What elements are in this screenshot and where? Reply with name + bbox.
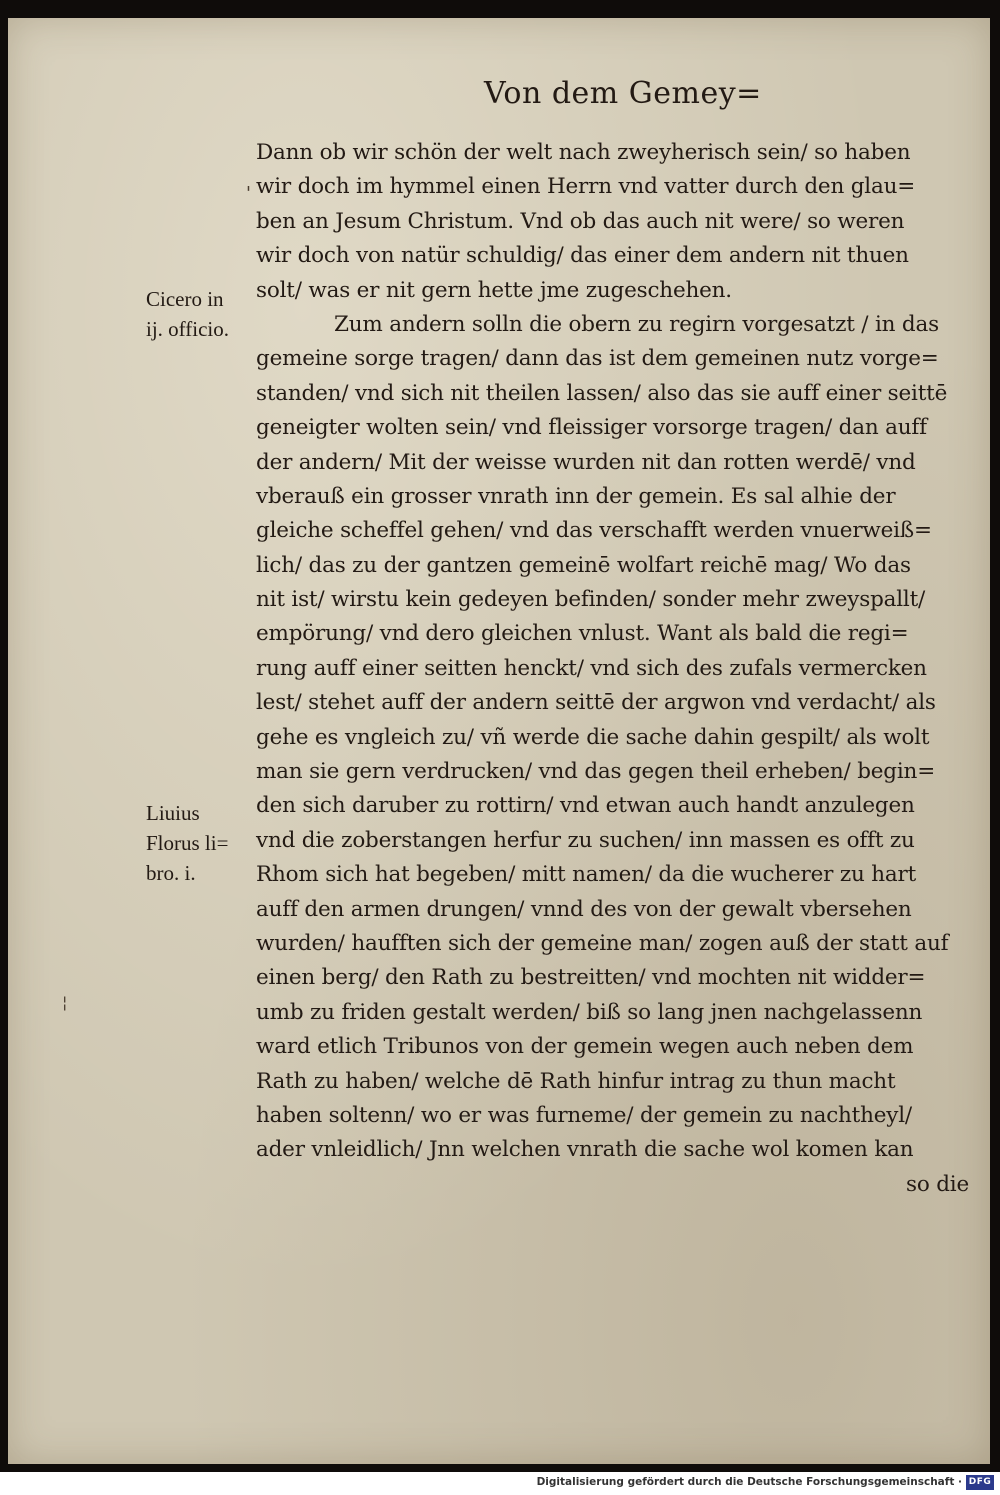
- text-line: ward etlich Tribunos von der gemein wegen auch neben dem: [256, 1034, 914, 1060]
- text-line: vnd die zoberstangen herfur zu suchen/ inn massen es offt zu: [256, 827, 915, 853]
- text-line: einen berg/ den Rath zu bestreitten/ vnd mochten nit widder=: [256, 965, 926, 991]
- text-line: der andern/ Mit der weisse wurden nit dan rotten werdē/ vnd: [256, 449, 916, 475]
- text-line: gehe es vngleich zu/ vñ werde die sache dahin gespilt/ als wolt: [256, 724, 930, 750]
- text-line: man sie gern verdrucken/ vnd das gegen theil erheben/ begin=: [256, 759, 936, 785]
- ink-speck-icon: ': [246, 183, 251, 204]
- catchword: so die: [906, 1171, 969, 1197]
- text-line: Rath zu haben/ welche dē Rath hinfur intrag zu thun macht: [256, 1068, 896, 1094]
- text-line-paragraph-start: Zum andern solln die obern zu regirn vorgesatzt / in das: [334, 311, 939, 337]
- text-line: nit ist/ wirstu kein gedeyen befinden/ sonder mehr zweyspallt/: [256, 587, 926, 613]
- book-page: [8, 18, 990, 1464]
- text-line: Dann ob wir schön der welt nach zweyherisch sein/ so haben: [256, 140, 911, 165]
- text-line: wurden/ haufften sich der gemeine man/ zogen auß der statt auf: [256, 930, 949, 956]
- text-line: vberauß ein grosser vnrath inn der gemein. Es sal alhie der: [256, 483, 896, 509]
- margin-note-line: ij. officio.: [146, 317, 230, 341]
- text-line: den sich daruber zu rottirn/ vnd etwan auch handt anzulegen: [256, 793, 915, 819]
- funding-credit: Digitalisierung gefördert durch die Deutsche Forschungsgemeinschaft ·: [536, 1476, 962, 1488]
- text-line: umb zu friden gestalt werden/ biß so lang jnen nachgelassenn: [256, 999, 923, 1025]
- margin-note-line: Cicero in: [146, 287, 224, 311]
- text-line: Rhom sich hat begeben/ mitt namen/ da die wucherer zu hart: [256, 862, 917, 888]
- text-line: lest/ stehet auff der andern seittē der argwon vnd verdacht/ als: [256, 690, 936, 716]
- text-line: rung auff einer seitten henckt/ vnd sich des zufals vermercken: [256, 655, 927, 681]
- text-line: gemeine sorge tragen/ dann das ist dem gemeinen nutz vorge=: [256, 346, 939, 372]
- binding-mark-icon: ¦: [62, 993, 68, 1012]
- running-header: Von dem Gemey=: [484, 76, 762, 111]
- margin-note-livius: [146, 798, 258, 888]
- body-text: [256, 136, 981, 1202]
- text-line: auff den armen drungen/ vnnd des von der gewalt vbersehen: [256, 896, 912, 922]
- text-line: lich/ das zu der gantzen gemeinē wolfart reichē mag/ Wo das: [256, 552, 911, 578]
- text-line: solt/ was er nit gern hette jme zugeschehen.: [256, 277, 732, 303]
- text-line: haben soltenn/ wo er was furneme/ der gemein zu nachtheyl/: [256, 1102, 912, 1128]
- text-line: empörung/ vnd dero gleichen vnlust. Want als bald die regi=: [256, 621, 909, 647]
- margin-note-line: Florus li=: [146, 831, 229, 855]
- text-line: gleiche scheffel gehen/ vnd das verschafft werden vnuerweiß=: [256, 518, 932, 544]
- margin-note-line: Liuius: [146, 801, 200, 825]
- text-line: wir doch von natür schuldig/ das einer dem andern nit thuen: [256, 243, 909, 269]
- dfg-logo-icon: DFG: [966, 1475, 994, 1490]
- text-line: geneigter wolten sein/ vnd fleissiger vorsorge tragen/ dan auff: [256, 415, 927, 441]
- footer-bar: [0, 1472, 1000, 1495]
- text-line: ader vnleidlich/ Jnn welchen vnrath die sache wol komen kan: [256, 1137, 914, 1163]
- text-line: wir doch im hymmel einen Herrn vnd vatter durch den glau=: [256, 174, 916, 200]
- margin-note-line: bro. i.: [146, 861, 196, 885]
- margin-note-cicero: [146, 284, 258, 344]
- text-line: standen/ vnd sich nit theilen lassen/ also das sie auff einer seittē: [256, 380, 948, 406]
- text-line: ben an Jesum Christum. Vnd ob das auch nit were/ so weren: [256, 208, 905, 234]
